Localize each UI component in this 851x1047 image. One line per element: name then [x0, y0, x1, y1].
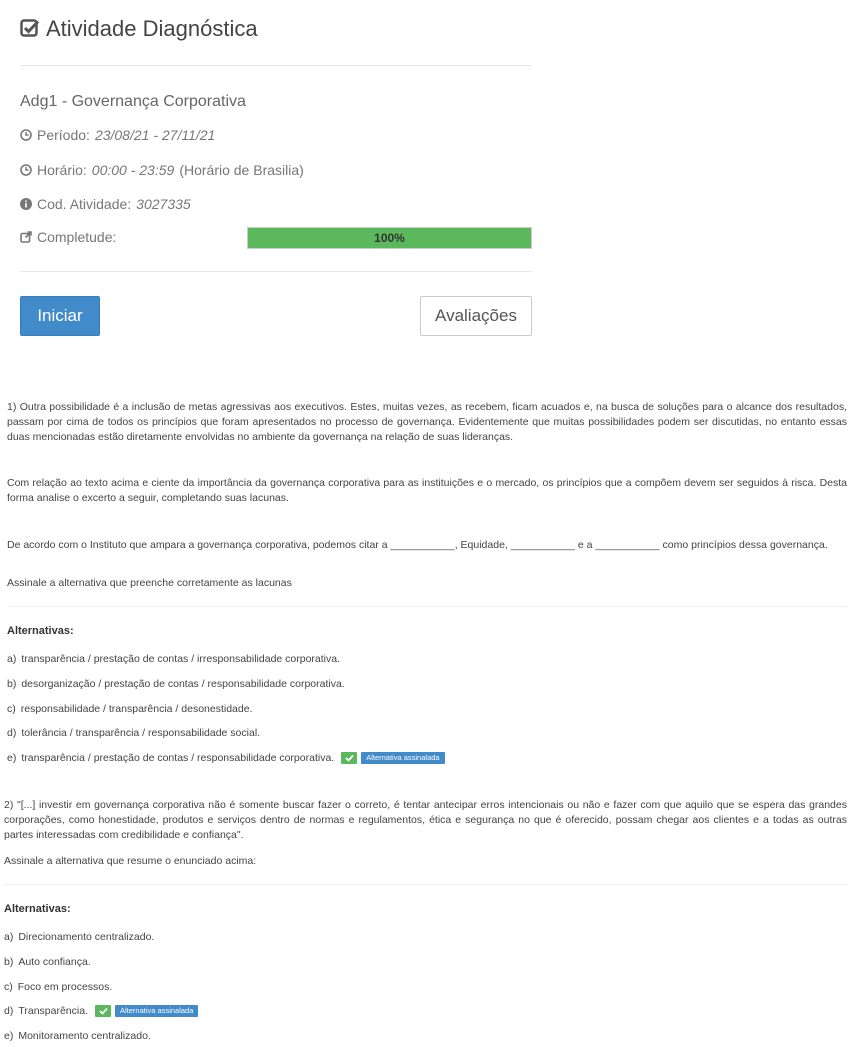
- period-row: [20, 127, 215, 143]
- time-label: Horário:: [37, 162, 87, 178]
- question-1-instruction: Assinale a alternativa que preenche corretamente as lacunas: [7, 577, 292, 589]
- page-title: Atividade Diagnóstica: [46, 16, 258, 41]
- completion-row: [20, 229, 116, 245]
- completion-label: Completude:: [37, 229, 117, 245]
- alternative-text: Foco em processos.: [17, 981, 113, 993]
- completion-progress-bar: [247, 227, 532, 249]
- alternative-text: transparência / prestação de contas / responsabilidade corporativa.: [21, 752, 335, 764]
- alternative-text: responsabilidade / transparência / desonestidade.: [20, 703, 253, 715]
- question-1-excerpt: De acordo com o Instituto que ampara a governança corporativa, podemos citar a ___________, Equidade, ___________ e a ___________ como princípios dessa governança.: [7, 539, 828, 551]
- question-1-alternatives-title: Alternativas:: [7, 625, 74, 637]
- divider: [7, 606, 847, 607]
- course-title: Adg1 - Governança Corporativa: [20, 93, 246, 110]
- alternative-letter: c): [4, 981, 13, 993]
- selected-alternative-badge: Alternativa assinalada: [361, 752, 444, 764]
- alternative-letter: e): [4, 1030, 14, 1042]
- clock-icon: [20, 129, 32, 141]
- question-1-context: Com relação ao texto acima e ciente da importância da governança corporativa para as instituições e o mercado, os princípios que a compõem devem ser seguidos à risca. Desta forma analise o excerto a seguir, completando suas lacunas.: [7, 477, 847, 504]
- code-value: 3027335: [136, 196, 191, 212]
- question-2-text: 2) "[...] investir em governança corporativa não é somente buscar fazer o correto, é tentar antecipar erros intencionais ou não e fazer com que aquilo que se espera das grandes corporações, como honestidade, produtos e serviços dentro de normas e regulamentos, ética e segurança no que é oferecido, possam chegar aos clientes e a todas as outras partes interessadas com credibilidade e confiança".: [4, 799, 847, 841]
- time-suffix: (Horário de Brasilia): [179, 162, 304, 178]
- question-1-alternative-b[interactable]: [7, 678, 345, 690]
- question-1-alternative-a[interactable]: [7, 653, 340, 665]
- alternative-text: transparência / prestação de contas / irresponsabilidade corporativa.: [21, 653, 341, 665]
- evaluations-button[interactable]: Avaliações: [420, 296, 532, 336]
- question-1-alternative-d[interactable]: [7, 727, 260, 739]
- divider: [20, 65, 532, 66]
- question-1-text: 1) Outra possibilidade é a inclusão de metas agressivas aos executivos. Estes, muitas vezes, as recebem, ficam acuados e, na busca de soluções para o alcance dos resultados, passam por cima de todos os princípios que foram apresentados no processo de governança. Evidentemente que muitas possibilidades podem ser discutidas, no entanto essas duas mencionadas estão diretamente envolvidas no ambiente da governança na relação de suas lideranças.: [7, 401, 847, 443]
- alternative-text: Transparência.: [18, 1005, 88, 1017]
- divider: [4, 884, 847, 885]
- question-2-alternative-a[interactable]: [4, 931, 154, 943]
- alternative-letter: b): [4, 956, 14, 968]
- alternative-letter: e): [7, 752, 17, 764]
- alternative-text: Monitoramento centralizado.: [18, 1030, 151, 1042]
- code-row: [20, 196, 191, 212]
- question-2-alternative-b[interactable]: [4, 956, 91, 968]
- page-header: [20, 16, 258, 42]
- info-icon: [20, 198, 32, 210]
- alternative-letter: a): [4, 931, 14, 943]
- completion-progress-fill: 100%: [248, 228, 531, 248]
- question-2-instruction: Assinale a alternativa que resume o enunciado acima:: [4, 855, 257, 867]
- question-2-alternative-c[interactable]: [4, 981, 112, 993]
- alternative-letter: d): [7, 727, 17, 739]
- check-icon: [95, 1005, 111, 1017]
- check-icon: [341, 752, 357, 764]
- alternative-text: tolerância / transparência / responsabilidade social.: [21, 727, 261, 739]
- question-1-alternative-e[interactable]: [7, 752, 445, 764]
- alternative-text: Direcionamento centralizado.: [18, 931, 155, 943]
- time-value: 00:00 - 23:59: [91, 162, 175, 178]
- alternative-letter: c): [7, 703, 16, 715]
- check-square-icon: [20, 19, 40, 39]
- period-value: 23/08/21 - 27/11/21: [94, 127, 216, 143]
- question-2-alternatives-title: Alternativas:: [4, 903, 71, 915]
- alternative-letter: d): [4, 1005, 14, 1017]
- alternative-text: Auto confiança.: [18, 956, 91, 968]
- alternative-text: desorganização / prestação de contas / responsabilidade corporativa.: [21, 678, 345, 690]
- question-2-alternative-d[interactable]: [4, 1005, 198, 1017]
- code-label: Cod. Atividade:: [37, 196, 132, 212]
- clock-icon: [20, 164, 32, 176]
- external-link-icon: [20, 231, 32, 243]
- selected-alternative-badge: Alternativa assinalada: [115, 1005, 198, 1017]
- question-2-alternative-e[interactable]: [4, 1030, 151, 1042]
- question-1-alternative-c[interactable]: [7, 703, 253, 715]
- divider: [20, 271, 532, 272]
- alternative-letter: a): [7, 653, 17, 665]
- period-label: Período:: [37, 127, 90, 143]
- time-row: [20, 162, 304, 178]
- alternative-letter: b): [7, 678, 17, 690]
- start-button[interactable]: Iniciar: [20, 296, 100, 336]
